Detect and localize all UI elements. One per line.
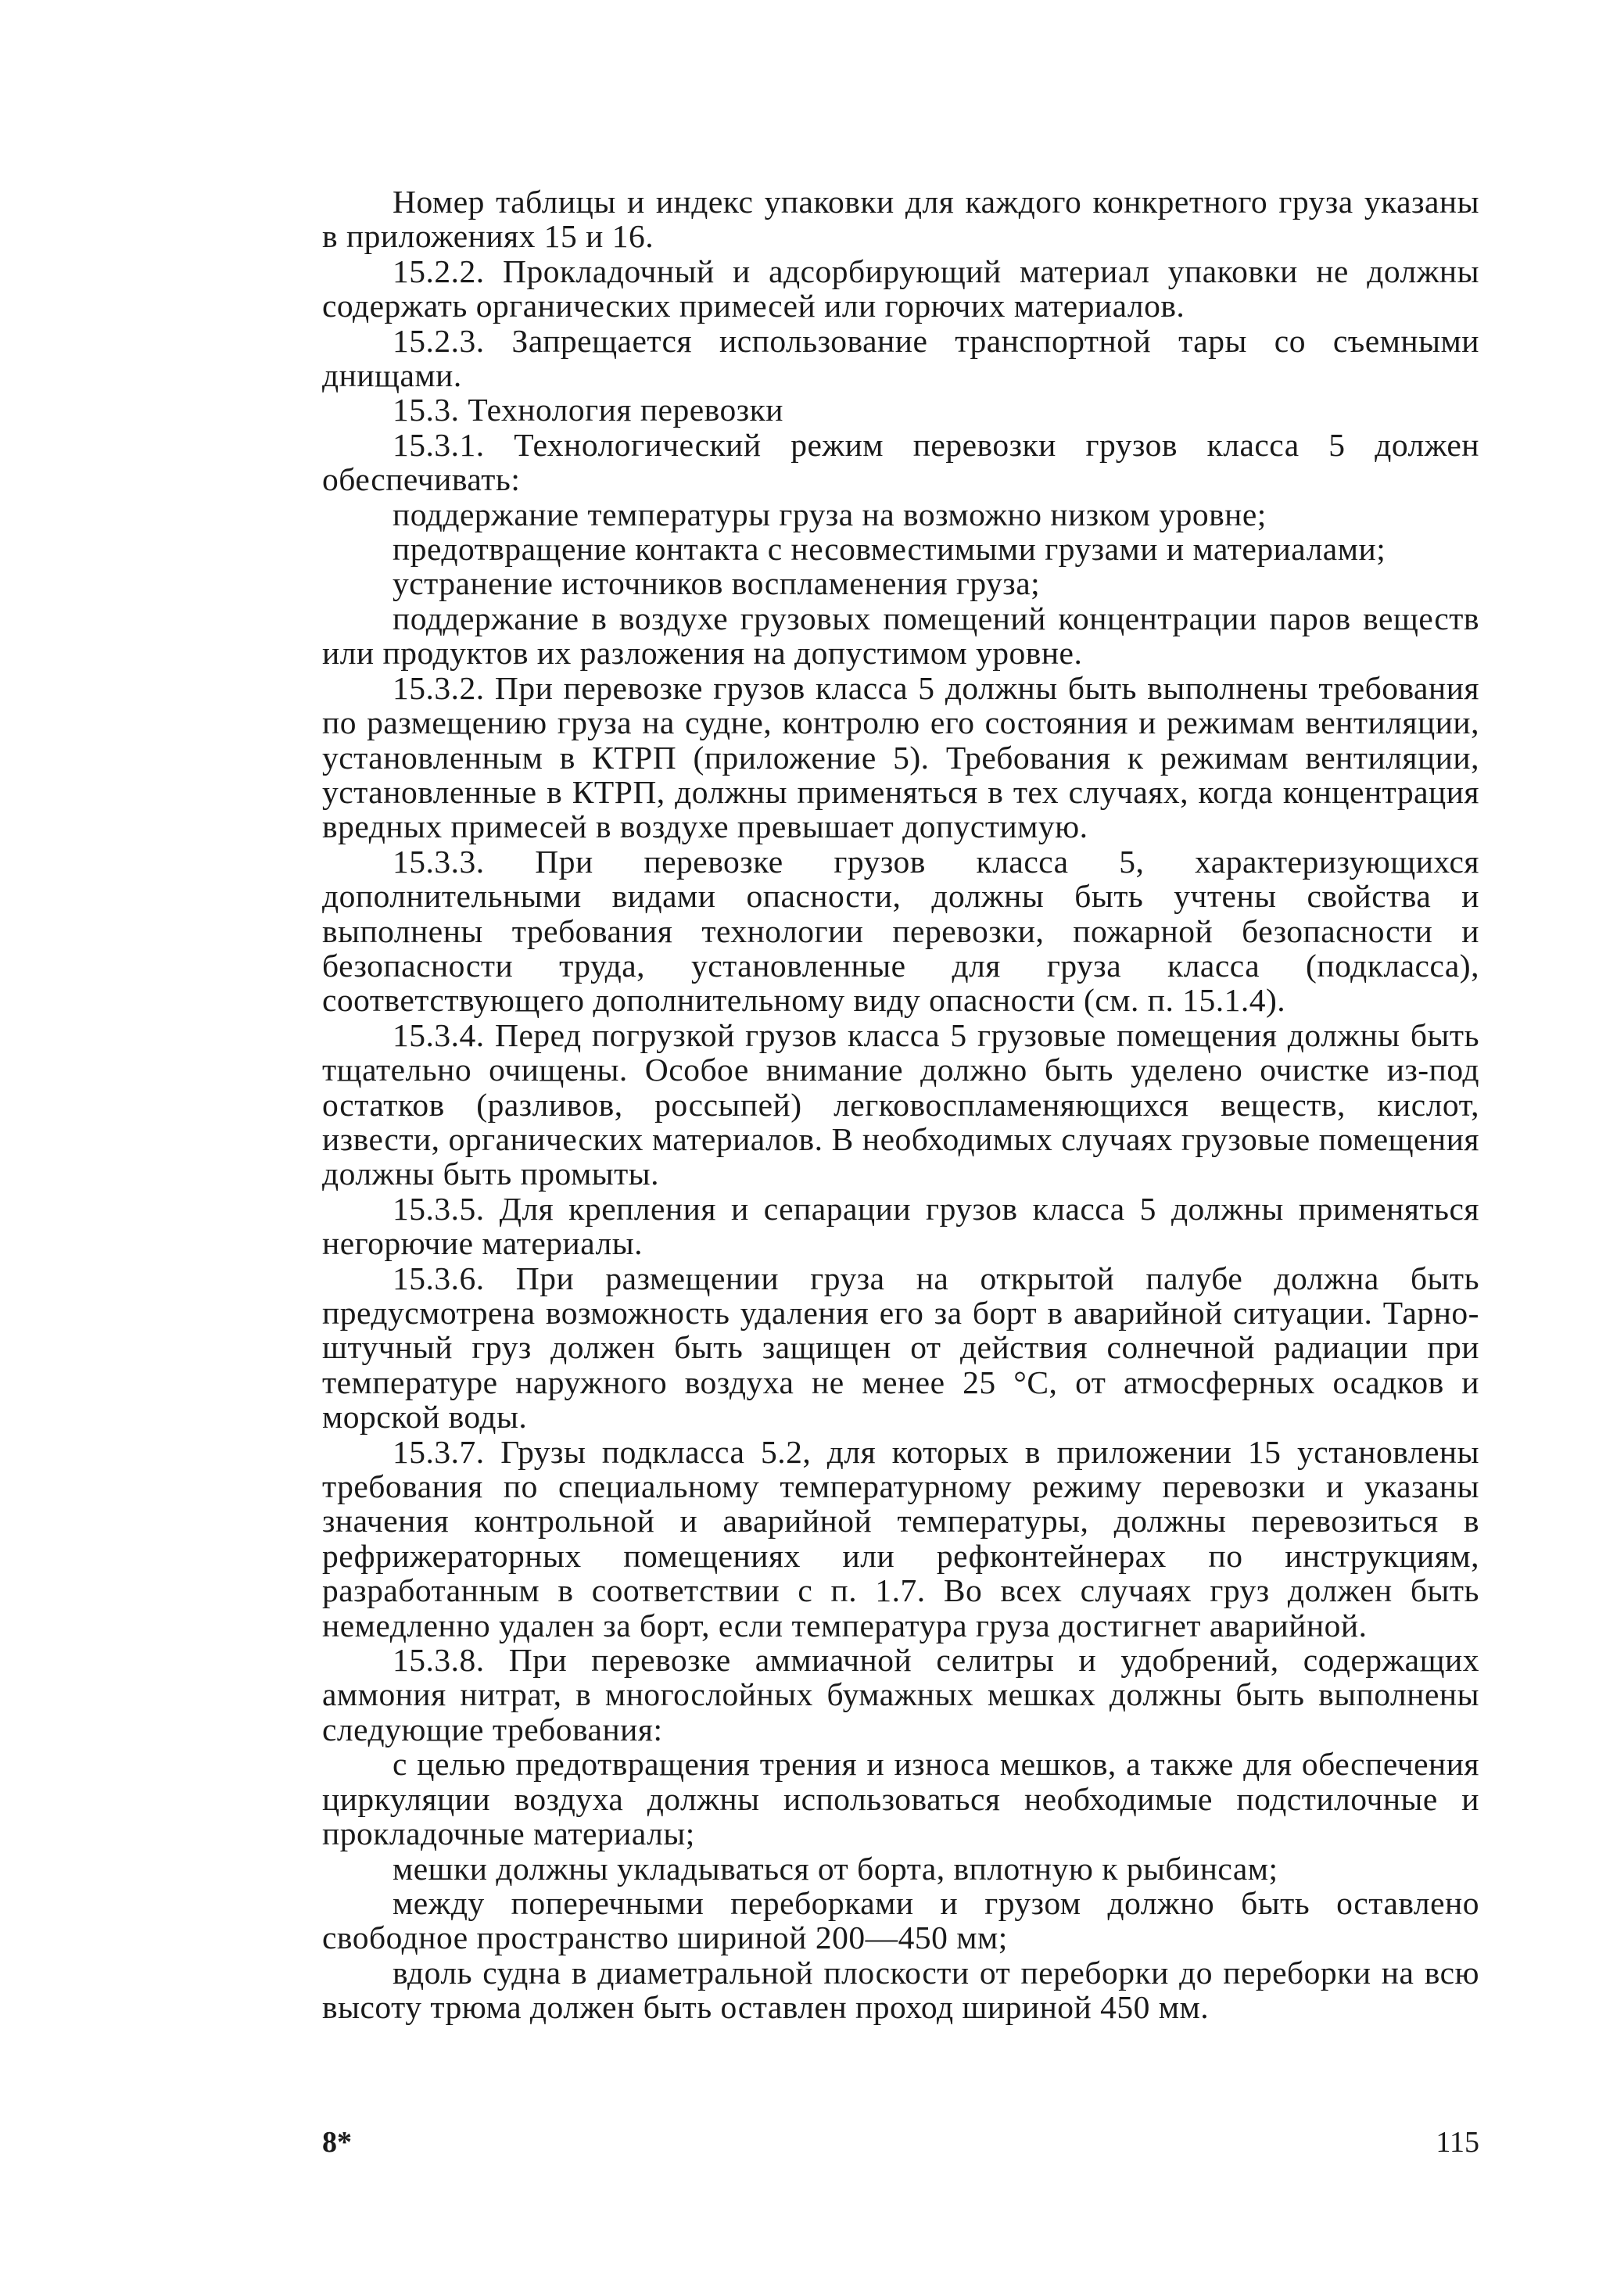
paragraph-15-2-3: 15.2.3. Запрещается использование транспортной тары со съемными днищами. xyxy=(322,322,1479,394)
list-item-ignition-sources: устранение источников воспламенения груза; xyxy=(393,565,1041,602)
list-item-contact-prevention: предотвращение контакта с несовместимыми грузами и материалами; xyxy=(393,531,1386,568)
page-body xyxy=(322,185,1479,2025)
paragraph-15-2-2: 15.2.2. Прокладочный и адсорбирующий материал упаковки не должны содержать органических примесей или горючих материалов. xyxy=(322,253,1479,324)
list-item-passage: вдоль судна в диаметральной плоскости от переборки до переборки на всю высоту трюма должен быть оставлен проход шириной 450 мм. xyxy=(322,1954,1479,2026)
list-item-bag-stacking: мешки должны укладываться от борта, вплотную к рыбинсам; xyxy=(393,1850,1278,1887)
page-number: 115 xyxy=(1436,2126,1479,2159)
list-item-temperature: поддержание температуры груза на возможно низком уровне; xyxy=(393,496,1267,532)
paragraph-15-3-2: 15.3.2. При перевозке грузов класса 5 должны быть выполнены требования по размещению груза на судне, контролю его состояния и режимам вентиляции, установленным в КТРП (приложение 5). Требования к режимам вентиляции, установленные в КТРП, должны применяться в тех случаях, когда концентрация вредных примесей в воздухе превышает допустимую. xyxy=(322,669,1479,845)
paragraph-15-3-7: 15.3.7. Грузы подкласса 5.2, для которых в приложении 15 установлены требования по специальному температурному режиму перевозки и указаны значения контрольной и аварийной температуры, должны перевозиться в рефрижераторных помещениях или рефконтейнерах по инструкциям, разработанным в соответствии с п. 1.7. Во всех случаях груз должен быть немедленно удален за борт, если температура груза достигнет аварийной. xyxy=(322,1433,1479,1644)
list-item-bulkhead-space: между поперечными переборками и грузом должно быть оставлено свободное пространство шириной 200—450 мм; xyxy=(322,1884,1479,1956)
section-heading-15-3: 15.3. Технология перевозки xyxy=(393,392,783,428)
paragraph-15-3-1: 15.3.1. Технологический режим перевозки грузов класса 5 должен обеспечивать: xyxy=(322,426,1479,498)
list-item-friction-prevention: с целью предотвращения трения и износа мешков, а также для обеспечения циркуляции воздуха должны использоваться необходимые подстилочные и прокладочные материалы; xyxy=(322,1746,1479,1852)
paragraph-15-3-5: 15.3.5. Для крепления и сепарации грузов класса 5 должны применяться негорючие материалы. xyxy=(322,1190,1479,1262)
paragraph-15-3-3: 15.3.3. При перевозке грузов класса 5, характеризующихся дополнительными видами опасности, должны быть учтены свойства и выполнены требования технологии перевозки, пожарной безопасности и безопасности труда, установленные для груза класса (подкласса), соответствующего дополнительному виду опасности (см. п. 15.1.4). xyxy=(322,843,1479,1019)
paragraph-15-3-6: 15.3.6. При размещении груза на открытой палубе должна быть предусмотрена возможность удаления его за борт в аварийной ситуации. Тарно-штучный груз должен быть защищен от действия солнечной радиации при температуре наружного воздуха не менее 25 °С, от атмосферных осадков и морской воды. xyxy=(322,1260,1479,1436)
paragraph-table-number-note: Номер таблицы и индекс упаковки для каждого конкретного груза указаны в приложениях 15 и 16. xyxy=(322,184,1479,255)
paragraph-15-3-8: 15.3.8. При перевозке аммиачной селитры и удобрений, содержащих аммония нитрат, в многослойных бумажных мешках должны быть выполнены следующие требования: xyxy=(322,1642,1479,1747)
paragraph-15-3-4: 15.3.4. Перед погрузкой грузов класса 5 грузовые помещения должны быть тщательно очищены. Особое внимание должно быть уделено очистке из-под остатков (разливов, россыпей) легковоспламеняющихся веществ, кислот, извести, органических материалов. В необходимых случаях грузовые помещения должны быть промыты. xyxy=(322,1016,1479,1192)
printer-signature: 8* xyxy=(322,2126,352,2159)
list-item-vapor-concentration: поддержание в воздухе грузовых помещений концентрации паров веществ или продуктов их разложения на допустимом уровне. xyxy=(322,600,1479,672)
